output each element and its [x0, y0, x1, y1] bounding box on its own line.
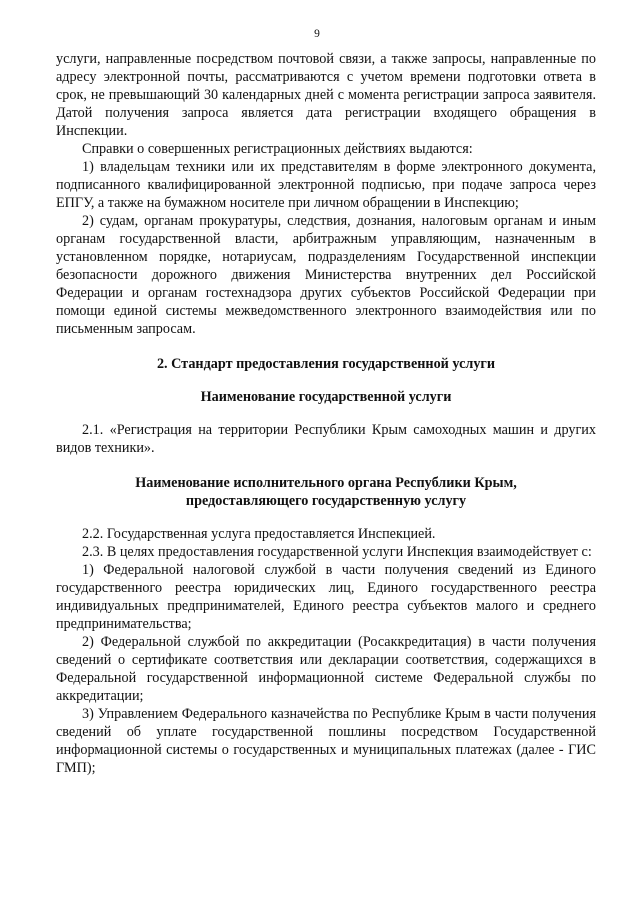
spacer	[56, 406, 596, 421]
spacer	[56, 457, 596, 474]
paragraph-2-3: 2.3. В целях предоставления государственной услуги Инспекция взаимодействует с:	[82, 544, 592, 560]
spacer	[56, 338, 596, 355]
page-number: 9	[314, 28, 320, 40]
subheading-executive-body-line1: Наименование исполнительного органа Республики Крым,	[135, 475, 517, 491]
spacer	[56, 373, 596, 388]
paragraph-tax-service-item: 1) Федеральной налоговой службой в части получения сведений из Единого государственного реестра юридических лиц, Единого государственного реестра индивидуальных предпринимателей, Единого реестра субъектов малого и среднего предпринимательства;	[56, 562, 596, 632]
spacer	[56, 510, 596, 525]
paragraph-owners-item: 1) владельцам техники или их представителям в форме электронного документа, подписанного квалифицированной электронной подписью, при подаче запроса через ЕПГУ, а также на бумажном носителе при личном обращении в Инспекцию;	[56, 159, 596, 211]
paragraph-authorities-item: 2) судам, органам прокуратуры, следствия, дознания, налоговым органам и иным органам государственной власти, арбитражным управляющим, назначенным в установленном порядке, нотариусам, подразделениям Государственной инспекции безопасности дорожного движения Министерства внутренних дел Российской Федерации и органам гостехнадзора других субъектов Российской Федерации при помощи единой системы межведомственного электронного взаимодействия или по письменным запросам.	[56, 213, 596, 337]
section-heading: 2. Стандарт предоставления государственной услуги	[156, 356, 496, 372]
paragraph-2-2: 2.2. Государственная услуга предоставляется Инспекцией.	[82, 526, 436, 542]
document-body	[56, 50, 596, 777]
subheading-executive-body-line2: предоставляющего государственную услугу	[185, 493, 467, 509]
paragraph-treasury-item: 3) Управлением Федерального казначейства по Республике Крым в части получения сведений об уплате государственной пошлины посредством Государственной информационной системы о государственных и муниципальных платежах (далее - ГИС ГМП);	[56, 706, 596, 776]
paragraph-2-1: 2.1. «Регистрация на территории Республики Крым самоходных машин и других видов техники».	[56, 422, 596, 456]
subheading-service-name: Наименование государственной услуги	[200, 389, 452, 405]
paragraph-intro-continuation: услуги, направленные посредством почтовой связи, а также запросы, направленные по адресу электронной почты, рассматриваются с учетом времени подготовки ответа в срок, не превышающий 30 календарных дней с момента регистрации запроса заявителя. Датой получения запроса является дата регистрации входящего обращения в Инспекции.	[56, 51, 596, 139]
paragraph-certificates-issued: Справки о совершенных регистрационных действиях выдаются:	[82, 141, 473, 157]
paragraph-accreditation-item: 2) Федеральной службой по аккредитации (Росаккредитация) в части получения сведений о сертификате соответствия или декларации соответствия, содержащихся в Федеральной государственной информационной системе Федеральной службы по аккредитации;	[56, 634, 596, 704]
